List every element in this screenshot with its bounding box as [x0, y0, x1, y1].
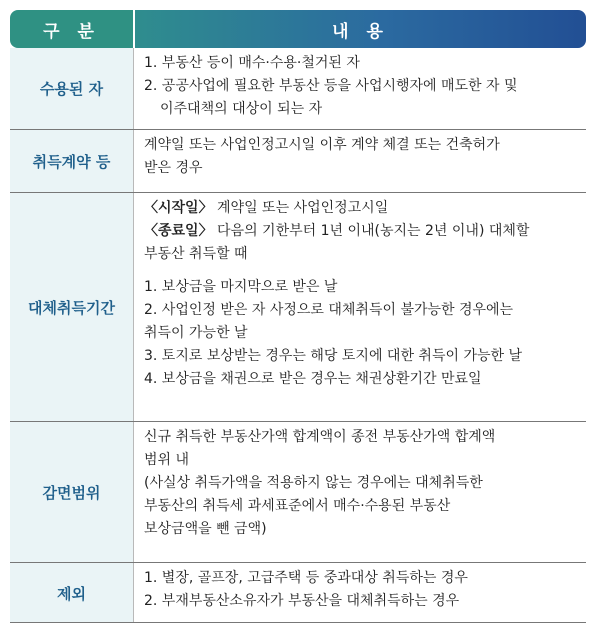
row-content [134, 193, 586, 421]
content-line [144, 220, 586, 243]
content-line: 3. 토지로 보상받는 경우는 해당 토지에 대한 취득이 가능한 날 [144, 348, 522, 364]
content-line: 부동산 취득할 때 [144, 246, 248, 262]
table-row [10, 48, 586, 130]
content-line: 범위 내 [144, 452, 190, 468]
end-text: 다음의 기한부터 1년 이내(농지는 2년 이내) 대체할 [212, 223, 530, 239]
header-content: 내 용 [135, 10, 586, 48]
table-row [10, 563, 586, 623]
header-category: 구 분 [10, 10, 133, 48]
row-category: 감면범위 [10, 422, 134, 562]
row-content [134, 422, 586, 562]
row-content [134, 48, 586, 129]
start-text: 계약일 또는 사업인정고시일 [212, 200, 389, 216]
content-line [144, 197, 586, 220]
content-line: 이주대책의 대상이 되는 자 [160, 101, 323, 117]
content-line: 부동산의 취득세 과세표준에서 매수·수용된 부동산 [144, 498, 451, 514]
row-content [134, 563, 586, 623]
content-line: 1. 별장, 골프장, 고급주택 등 중과대상 취득하는 경우 [144, 570, 468, 586]
start-label: 〈시작일〉 [144, 200, 213, 216]
table-row [10, 130, 586, 193]
row-category: 제외 [10, 563, 134, 623]
row-category: 취득계약 등 [10, 130, 134, 192]
table-row [10, 193, 586, 422]
table-row [10, 422, 586, 563]
content-line: 4. 보상금을 채권으로 받은 경우는 채권상환기간 만료일 [144, 371, 482, 387]
content-line: 취득이 가능한 날 [144, 325, 248, 341]
content-line: 신규 취득한 부동산가액 합계액이 종전 부동산가액 합계액 [144, 429, 496, 445]
content-line: 1. 부동산 등이 매수·수용·철거된 자 [144, 55, 360, 71]
content-line: 2. 사업인정 받은 자 사정으로 대체취득이 불가능한 경우에는 [144, 302, 514, 318]
bottom-divider [10, 622, 586, 623]
content-line: (사실상 취득가액을 적용하지 않는 경우에는 대체취득한 [144, 475, 483, 491]
row-category: 대체취득기간 [10, 193, 134, 421]
content-line: 계약일 또는 사업인정고시일 이후 계약 체결 또는 건축허가 [144, 137, 500, 153]
end-label: 〈종료일〉 [144, 223, 213, 239]
content-line: 받은 경우 [144, 160, 203, 176]
info-table [10, 10, 586, 623]
content-line: 1. 보상금을 마지막으로 받은 날 [144, 279, 338, 295]
content-line: 2. 공공사업에 필요한 부동산 등을 사업시행자에 매도한 자 및 [144, 78, 518, 94]
content-line: 2. 부재부동산소유자가 부동산을 대체취득하는 경우 [144, 593, 460, 609]
table-header [10, 10, 586, 48]
row-category: 수용된 자 [10, 48, 134, 129]
row-content [134, 130, 586, 192]
content-line: 보상금액을 뺀 금액) [144, 521, 267, 537]
